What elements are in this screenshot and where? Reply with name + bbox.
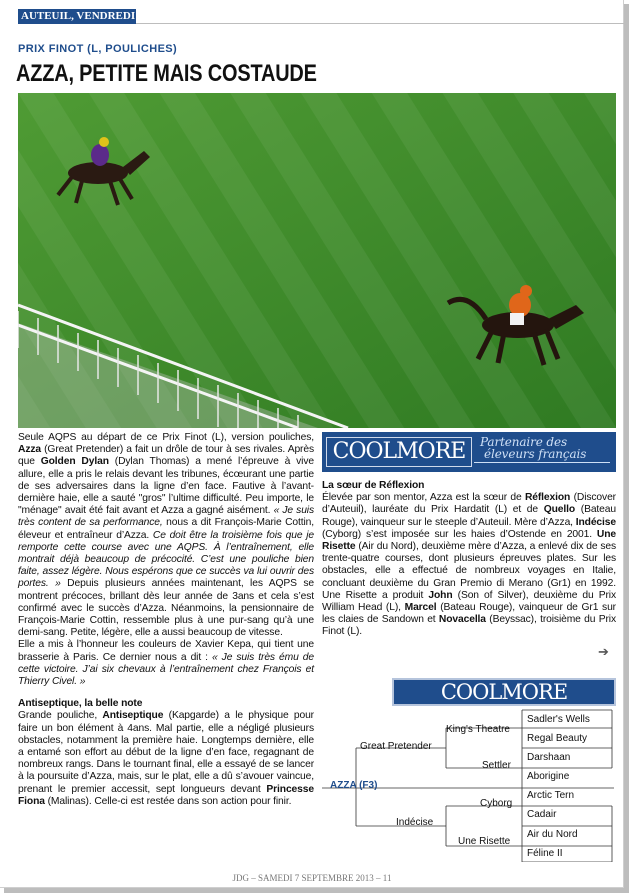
coolmore-tagline-line2: éleveurs français (484, 447, 587, 461)
intro-paragraph (18, 432, 314, 639)
text-run: Élevée par son mentor, Azza est la sœur de (322, 492, 525, 504)
text-run: (Cyborg) s’est imposée sur les haies d’Ostende en 2001. (322, 528, 597, 540)
pedigree-great-grandparent: Sadler's Wells (527, 714, 590, 725)
pedigree-great-grandparent: Regal Beauty (527, 733, 588, 744)
page-shadow-right (624, 4, 629, 890)
article-kicker: PRIX FINOT (L, POULICHES) (18, 43, 178, 55)
tagline-underline (474, 462, 610, 463)
text-run: (Bateau Rouge), vainqueur sur le steeple d’Auteuil. Mère d’Azza, (322, 504, 616, 528)
bold-name: Azza (18, 444, 41, 456)
pedigree-great-grandparent: Féline II (527, 848, 563, 859)
bold-name: Marcel (404, 602, 437, 614)
pedigree-great-grandparent: Darshaan (527, 752, 571, 763)
text-run: (Great Pretender) a fait un drôle de tour à ses rivales. Après que (18, 444, 314, 468)
bold-name: Princesse Fiona (18, 783, 314, 807)
text-run: (Son of Silver), deuxième du Prix William Head (L), (322, 589, 616, 614)
text-run: (Dylan Thomas) a mené l’épreuve à vive allure, elle a pris le relais devant les tribunes, écœurant une partie de ses adversaires dans la ligne d’en face. Fautive à l’avant-dernière haie, elle a sauté "gros" l’ultime difficulté. Peu importe, le "ménage" avait été fait avant et Azza a gagné aisément. (18, 456, 314, 517)
pedigree-great-grandparent: Cadair (527, 809, 557, 820)
right-subhead: La sœur de Réflexion (322, 480, 425, 491)
italic-quote: « Je suis très content de sa performance, (18, 505, 315, 529)
pedigree-chart (322, 708, 616, 862)
race-photo (18, 93, 616, 428)
pedigree-subject: AZZA (F3) (330, 780, 378, 791)
text-run: (Beyssac), troisième du Prix Finot (L). (322, 614, 616, 638)
pedigree-grandparent: Cyborg (480, 798, 513, 809)
right-column (322, 432, 616, 639)
pedigree-great-grandparent: Air du Nord (527, 829, 578, 840)
left-subhead: Antiseptique, la belle note (18, 698, 143, 710)
pedigree-grandparent: Settler (482, 760, 511, 771)
bold-name: Indécise (575, 516, 616, 528)
bold-name: John (428, 589, 453, 601)
italic-quote: Ce doit être la troisième fois que je remporte cette course avec une AQPS. À l’entraînement, elle montrait déjà beaucoup de précocité. C’est une pouliche bien faite, assez légère. Nous espérons que ce succès va lui ouvrir des portes. » (18, 529, 314, 590)
text-run: (Discover d’Auteuil), lauréate du Prix Hardatit (L) et de (322, 492, 616, 516)
text-run: Grande pouliche, (18, 710, 103, 722)
coolmore-tagline (480, 436, 586, 460)
pedigree-dam: Indécise (396, 817, 434, 828)
bold-name: Golden Dylan (40, 456, 109, 468)
continue-arrow-icon: ➔ (598, 644, 609, 659)
italic-quote: « Je suis très ému de cette victoire. J’ai six chevaux à l’entraînement chez François et Thierry Civel. » (18, 651, 314, 688)
left-column (18, 432, 314, 808)
section-bar (18, 9, 624, 24)
section-tag: AUTEUIL, VENDREDI (18, 9, 136, 24)
pedigree-great-grandparent: Arctic Tern (527, 790, 575, 801)
coolmore-banner (322, 432, 616, 472)
article-headline: AZZA, PETITE MAIS COSTAUDE (16, 60, 317, 87)
text-run: Depuis plusieurs années maintenant, les AQPS se montrent précoces, brillant dès leur année de 3ans et cela s’est confirmé avec le succès d’Azza. Néanmoins, la pensionnaire de François-Marie Cottin, ressemble plus à une pur-sang qu’à une demi-sang. Petite, légère, elle a aussi beaucoup de vitesse. (18, 578, 314, 639)
page-shadow-bottom (4, 888, 629, 893)
antiseptique-paragraph (18, 710, 314, 808)
pedigree-grandparent: Une Risette (458, 836, 511, 847)
pedigree-great-grandparent: Aborigine (527, 771, 570, 782)
text-run: nous a dit François-Marie Cottin, éleveur et entraîneur d’Azza. (18, 517, 314, 541)
bold-name: Réflexion (524, 492, 571, 504)
text-run: (Kapgarde) a le physique pour faire un bon élément à 4ans. Mal partie, elle a négligé plusieurs obstacles, notamment la première haie. Longtemps dernière, elle a entamé son effort au début de la ligne d’en face, regagnant de nombreux rangs. Dans le tournant final, elle a essayé de se lancer à la poursuite d’Azza, mais, sur le plat, elle a dû s’avouer vaincue, prenant le premier accessit, sept longueurs devant (18, 710, 314, 795)
text-run: (Bateau Rouge), vainqueur de Gr1 sur les claies de Sandown et (322, 602, 616, 626)
race-photo-illustration (18, 93, 616, 428)
text-run: (Air du Nord), deuxième mère d’Azza, a enlevé dix de ses trente-quatre courses, dont plusieurs épreuves plates. Sur les obstacles, elle a effectué de nombreux voyages en Italie, concluant deuxième du Gran Premio di Merano (Gr1) en 1992. Une Risette a produit (322, 541, 616, 601)
pedigree-grandparent: King's Theatre (446, 724, 510, 735)
text-run: Seule AQPS au départ de ce Prix Finot (L), version pouliches, (18, 432, 314, 443)
coolmore-logo-box: COOLMORE (392, 678, 616, 706)
bold-name: Quello (543, 504, 576, 516)
family-paragraph (322, 492, 616, 638)
quote-paragraph (18, 639, 314, 688)
coolmore-tagline-line1: Partenaire des (480, 435, 567, 449)
coolmore-logo: COOLMORE (326, 437, 472, 467)
bold-name: Antiseptique (102, 710, 164, 722)
bold-name: Une Risette (322, 528, 616, 553)
pedigree-sire: Great Pretender (360, 741, 432, 752)
text-run: Elle a mis à l’honneur les couleurs de Xavier Kepa, qui tient une brasserie à Paris. Ce dernier nous a dit : (18, 639, 314, 663)
page-footer: JDG – SAMEDI 7 SEPTEMBRE 2013 – 11 (232, 873, 392, 883)
text-run: (Malinas). Celle-ci est restée dans son action pour finir. (44, 795, 292, 807)
bold-name: Novacella (438, 614, 486, 626)
